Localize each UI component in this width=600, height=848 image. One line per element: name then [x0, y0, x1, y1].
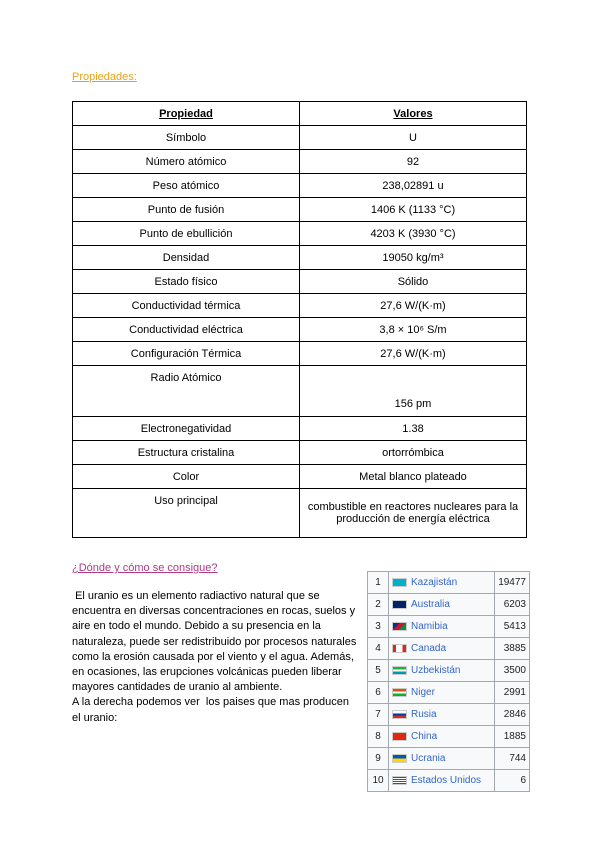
table-row [73, 441, 527, 465]
production-value: 6 [495, 770, 530, 792]
property-name: Conductividad eléctrica [73, 318, 300, 342]
table-row [73, 246, 527, 270]
country-link[interactable]: Niger [411, 687, 435, 698]
flag-kz-icon [392, 578, 407, 587]
production-value: 744 [495, 748, 530, 770]
production-value: 3885 [495, 638, 530, 660]
table-row [368, 572, 530, 594]
rank-cell: 6 [368, 682, 389, 704]
country-cell[interactable] [389, 704, 495, 726]
table-row [73, 465, 527, 489]
table-row [73, 342, 527, 366]
property-value: Metal blanco plateado [300, 465, 527, 489]
production-value: 5413 [495, 616, 530, 638]
production-value: 2846 [495, 704, 530, 726]
table-row [73, 489, 527, 538]
property-name: Radio Atómico [73, 366, 300, 417]
production-value: 19477 [495, 572, 530, 594]
paragraph-text: A la derecha podemos ver los paises que mas producen el uranio: [72, 696, 353, 724]
table-row [368, 770, 530, 792]
property-value: 92 [300, 150, 527, 174]
country-link[interactable]: Namibia [411, 621, 448, 632]
properties-table [72, 101, 527, 538]
table-row [73, 198, 527, 222]
property-name: Peso atómico [73, 174, 300, 198]
property-name: Configuración Térmica [73, 342, 300, 366]
property-name: Punto de ebullición [73, 222, 300, 246]
flag-ne-icon [392, 688, 407, 697]
country-link[interactable]: China [411, 731, 438, 742]
flag-ru-icon [392, 710, 407, 719]
property-name: Electronegatividad [73, 417, 300, 441]
table-row [368, 704, 530, 726]
country-cell[interactable] [389, 682, 495, 704]
table-row [73, 366, 527, 417]
country-link[interactable]: Australia [411, 599, 450, 610]
property-value: 1406 K (1133 °C) [300, 198, 527, 222]
country-link[interactable]: Uzbekistán [411, 665, 461, 676]
table-row [73, 150, 527, 174]
country-cell[interactable] [389, 660, 495, 682]
country-cell[interactable] [389, 726, 495, 748]
production-value: 3500 [495, 660, 530, 682]
table-row [73, 294, 527, 318]
country-link[interactable]: Kazajistán [411, 577, 458, 588]
flag-cn-icon [392, 732, 407, 741]
property-value: U [300, 126, 527, 150]
property-name: Estado físico [73, 270, 300, 294]
flag-ua-icon [392, 754, 407, 763]
table-row [73, 222, 527, 246]
flag-us-icon [392, 776, 407, 785]
property-value: 27,6 W/(K·m) [300, 342, 527, 366]
table-row [73, 126, 527, 150]
column-header: Valores [300, 102, 527, 126]
column-header: Propiedad [73, 102, 300, 126]
country-cell[interactable] [389, 748, 495, 770]
flag-au-icon [392, 600, 407, 609]
description-paragraph [72, 589, 360, 726]
rank-cell: 2 [368, 594, 389, 616]
production-value: 6203 [495, 594, 530, 616]
production-value: 2991 [495, 682, 530, 704]
country-cell[interactable] [389, 770, 495, 792]
flag-uz-icon [392, 666, 407, 675]
table-row [73, 417, 527, 441]
property-value: ortorrómbica [300, 441, 527, 465]
flag-ca-icon [392, 644, 407, 653]
country-cell[interactable] [389, 638, 495, 660]
rank-cell: 7 [368, 704, 389, 726]
property-value: 156 pm [300, 366, 527, 417]
production-value: 1885 [495, 726, 530, 748]
property-value: Sólido [300, 270, 527, 294]
table-row [368, 682, 530, 704]
country-link[interactable]: Ucrania [411, 753, 446, 764]
country-cell[interactable] [389, 572, 495, 594]
property-name: Color [73, 465, 300, 489]
rank-cell: 3 [368, 616, 389, 638]
section-heading-propiedades: Propiedades: [72, 71, 137, 83]
property-value: 19050 kg/m³ [300, 246, 527, 270]
rank-cell: 8 [368, 726, 389, 748]
property-value: 3,8 × 10⁶ S/m [300, 318, 527, 342]
table-row [368, 748, 530, 770]
table-row [368, 726, 530, 748]
table-row [73, 174, 527, 198]
table-row [368, 660, 530, 682]
country-link[interactable]: Rusia [411, 709, 437, 720]
property-value: combustible en reactores nucleares para la producción de energía eléctrica [300, 489, 527, 538]
property-name: Número atómico [73, 150, 300, 174]
property-value: 238,02891 u [300, 174, 527, 198]
property-name: Densidad [73, 246, 300, 270]
property-value: 4203 K (3930 °C) [300, 222, 527, 246]
rank-cell: 5 [368, 660, 389, 682]
property-name: Estructura cristalina [73, 441, 300, 465]
paragraph-text: El uranio es un elemento radiactivo natural que se encuentra en diversas concentraciones en rocas, suelos y aire en todo el mundo. Debido a su presencia en la naturaleza, puede ser redistribuido por procesos naturales como la erosión causada por el viento y el agua. Además, en ocasiones, las erupciones volcánicas pueden liberar mayores cantidades de uranio al ambiente. [72, 590, 360, 694]
rank-cell: 9 [368, 748, 389, 770]
property-name: Uso principal [73, 489, 300, 538]
flag-na-icon [392, 622, 407, 631]
table-row [368, 594, 530, 616]
uranium-producers-table [367, 571, 530, 792]
table-row [368, 638, 530, 660]
table-row [73, 318, 527, 342]
country-cell[interactable] [389, 616, 495, 638]
country-link[interactable]: Canada [411, 643, 447, 654]
property-name: Punto de fusión [73, 198, 300, 222]
table-row [73, 270, 527, 294]
country-cell[interactable] [389, 594, 495, 616]
table-row [368, 616, 530, 638]
rank-cell: 1 [368, 572, 389, 594]
table-header-row [73, 102, 527, 126]
property-name: Conductividad térmica [73, 294, 300, 318]
rank-cell: 10 [368, 770, 389, 792]
property-value: 1.38 [300, 417, 527, 441]
property-name: Símbolo [73, 126, 300, 150]
country-link[interactable]: Estados Unidos [411, 775, 482, 786]
rank-cell: 4 [368, 638, 389, 660]
property-value: 27,6 W/(K·m) [300, 294, 527, 318]
section-heading-donde: ¿Dónde y cómo se consigue? [72, 562, 218, 574]
